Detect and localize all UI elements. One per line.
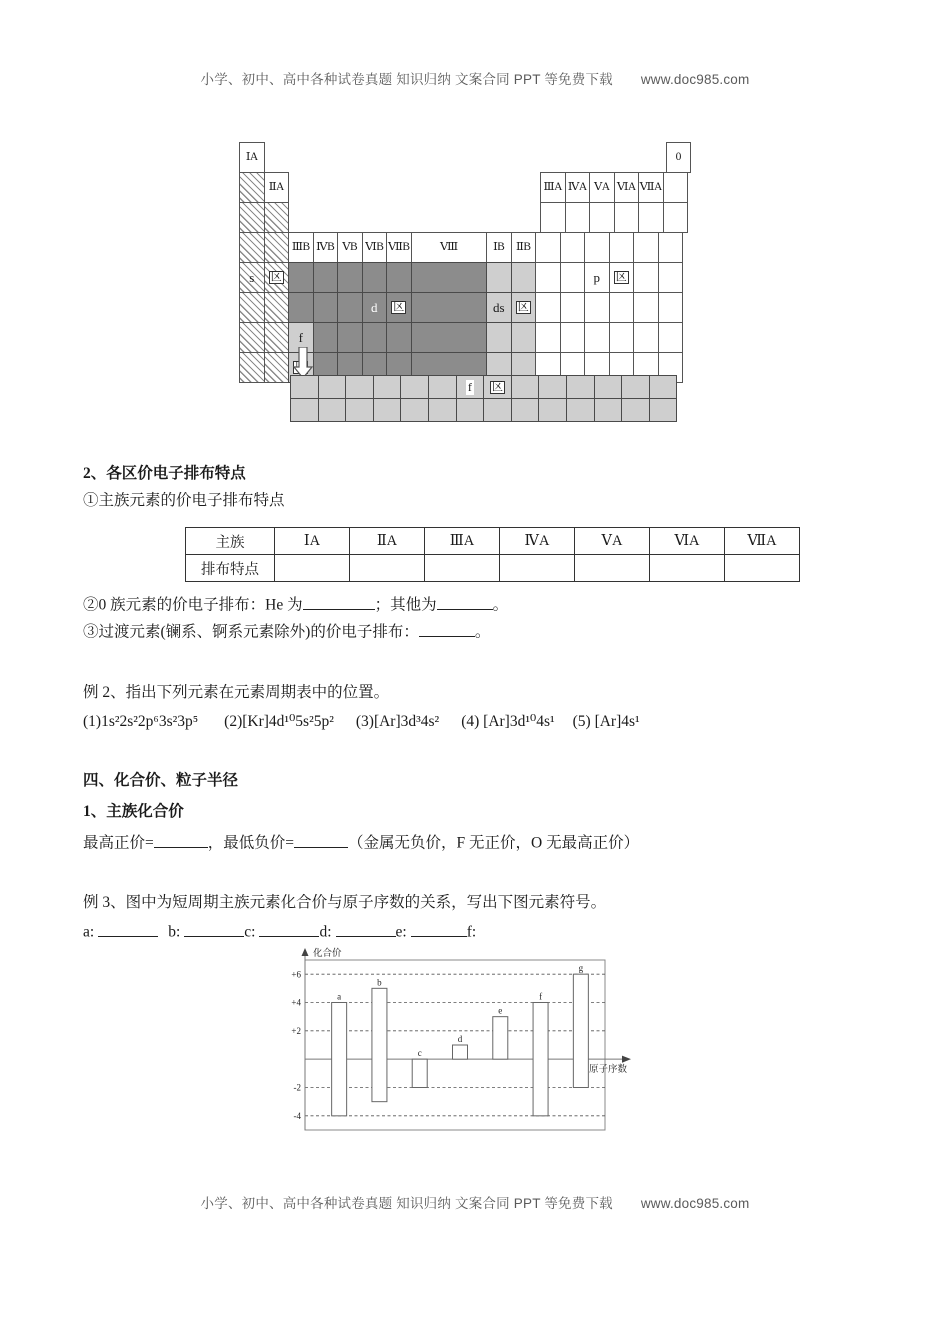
f-block-cell	[649, 398, 678, 422]
section2-item1: ①主族元素的价电子排布特点	[83, 492, 285, 509]
s-block-cell	[264, 202, 290, 233]
chart-y-tick--4: -4	[293, 1111, 301, 1122]
p-block-cell	[609, 292, 635, 323]
p-block-cell	[589, 202, 615, 233]
chart-bar-label-f: f	[539, 991, 543, 1002]
group-label-VIB: ⅥB	[362, 232, 388, 263]
f-block-cell	[649, 375, 678, 399]
ptable-gap	[389, 142, 491, 173]
section2-item2	[83, 593, 508, 618]
section2-heading: 2、各区价电子排布特点	[83, 465, 246, 482]
p-block-cell	[584, 232, 610, 263]
mg-col-VIA: ⅥA	[650, 528, 725, 555]
p-block-cell	[535, 292, 561, 323]
group-label-IIB: ⅡB	[511, 232, 537, 263]
f-block-cell	[566, 398, 595, 422]
example3-blanks	[83, 920, 476, 945]
group-label-IVB: ⅣB	[313, 232, 339, 263]
f-block-cell	[290, 375, 319, 399]
section2-item3	[83, 620, 490, 645]
group-label-IIIB: ⅢB	[288, 232, 314, 263]
group-label-IIA: ⅡA	[264, 172, 290, 203]
f-block-cell	[318, 375, 347, 399]
d-block-cell	[288, 292, 314, 323]
f-block-cell	[511, 398, 540, 422]
f-block-label: f	[288, 322, 314, 353]
ptable-gap	[288, 202, 390, 233]
section4-valence-line	[83, 831, 639, 856]
header-watermark-url: www.doc985.com	[640, 72, 750, 87]
f-block-cell	[345, 375, 374, 399]
chart-bar-d	[453, 1045, 468, 1059]
f-block-cell	[345, 398, 374, 422]
f-block-cell	[483, 398, 512, 422]
d-block-cell	[313, 292, 339, 323]
example3-label-f: f:	[466, 923, 477, 941]
p-block-cell	[638, 202, 664, 233]
group-label-VA: ⅤA	[589, 172, 615, 203]
group-label-IA: ⅠA	[239, 142, 265, 173]
f-block-detached-zone-label: 区	[483, 375, 512, 399]
chart-y-tick-+2: +2	[291, 1026, 301, 1037]
chart-bar-label-e: e	[498, 1005, 503, 1016]
chart-x-axis-label: 原子序数	[589, 1065, 628, 1076]
s-block-label: s	[239, 262, 265, 293]
mg-row-label-1: 主族	[186, 528, 275, 555]
example2-prompt: 例 2、指出下列元素在元素周期表中的位置。	[83, 684, 390, 701]
d-block-zone-label: 区	[386, 292, 412, 323]
f-block-cell	[566, 375, 595, 399]
d-block-cell	[337, 292, 363, 323]
s-block-cell	[239, 322, 265, 353]
ptable-gap	[490, 142, 541, 173]
p-block-cell	[540, 202, 566, 233]
answer-blank-d[interactable]	[336, 920, 396, 937]
group-label-VB: ⅤB	[337, 232, 363, 263]
section2-item2-mid: ；其他为	[374, 596, 437, 614]
chart-y-tick-+6: +6	[291, 969, 301, 980]
mg-answer-cell[interactable]	[350, 555, 425, 582]
p-block-cell	[560, 232, 586, 263]
p-block-label: p	[584, 262, 610, 293]
p-block-cell	[535, 232, 561, 263]
f-block-cell	[538, 398, 567, 422]
p-block-cell	[614, 202, 640, 233]
s-block-cell	[264, 232, 290, 263]
main-group-table	[185, 527, 800, 582]
p-block-cell	[560, 322, 586, 353]
mg-col-VA: ⅤA	[575, 528, 650, 555]
answer-blank-b[interactable]	[184, 920, 244, 937]
section2-item3-prefix: ③过渡元素(镧系、锕系元素除外)的价电子排布：	[83, 623, 419, 641]
section4-line-suffix: （金属无负价，F 无正价，O 无最高正价）	[348, 834, 640, 852]
f-block-row-lanthanides	[291, 376, 677, 399]
chart-y-axis-label: 化合价	[313, 949, 342, 959]
footer-watermark-text: 小学、初中、高中各种试卷真题 知识归纳 文案合同 PPT 等免费下载	[200, 1196, 613, 1211]
s-block-cell	[239, 352, 265, 383]
f-block-cell	[511, 375, 540, 399]
example3-label-e: e:	[395, 923, 407, 941]
mg-answer-cell[interactable]	[425, 555, 500, 582]
group-label-VIII: Ⅷ	[411, 232, 488, 263]
d-block-cell	[362, 262, 388, 293]
ds-block-cell	[486, 262, 512, 293]
example2-items	[83, 710, 640, 735]
s-block-zone-label: 区	[264, 262, 290, 293]
ptable-row-5	[240, 263, 691, 293]
p-block-cell	[609, 232, 635, 263]
ptable-row-2	[240, 173, 691, 203]
f-block-cell	[373, 375, 402, 399]
ptable-gap	[616, 142, 667, 173]
d-block-cell	[337, 322, 363, 353]
p-block-cell	[658, 322, 684, 353]
mg-answer-cell[interactable]	[500, 555, 575, 582]
p-block-zone-label: 区	[609, 262, 635, 293]
p-block-cell	[584, 322, 610, 353]
mg-answer-cell[interactable]	[575, 555, 650, 582]
ds-block-zone-label: 区	[511, 292, 537, 323]
valence-chart-svg	[283, 944, 633, 1144]
s-block-cell	[264, 322, 290, 353]
d-block-cell	[411, 322, 488, 353]
section4-line-mid: ，最低负价=	[207, 834, 294, 852]
ptable-gap	[288, 142, 390, 173]
f-block-cell	[428, 375, 457, 399]
footer-watermark	[0, 1192, 950, 1212]
mg-col-IIA: ⅡA	[350, 528, 425, 555]
f-block-cell	[538, 375, 567, 399]
f-block-cell	[318, 398, 347, 422]
p-block-cell	[535, 262, 561, 293]
answer-blank-c[interactable]	[259, 920, 319, 937]
p-block-cell	[609, 322, 635, 353]
s-block-cell	[239, 232, 265, 263]
mg-answer-cell[interactable]	[275, 555, 350, 582]
p-block-cell	[633, 232, 659, 263]
f-block-cell	[290, 398, 319, 422]
mg-col-IIIA: ⅢA	[425, 528, 500, 555]
mg-answer-cell[interactable]	[650, 555, 725, 582]
section4-line-prefix: 最高正价=	[83, 834, 154, 852]
f-block-cell	[456, 398, 485, 422]
p-block-cell	[565, 202, 591, 233]
example3-label-d: d:	[319, 923, 332, 941]
s-block-cell	[264, 352, 290, 383]
answer-blank-a[interactable]	[98, 920, 158, 937]
example3-label-a: a:	[83, 923, 95, 941]
section2-item3-suffix: 。	[474, 623, 491, 641]
f-block-cell	[594, 398, 623, 422]
d-block-cell	[386, 322, 412, 353]
p-block-cell	[535, 322, 561, 353]
chart-bar-c	[412, 1059, 427, 1087]
group-label-0: 0	[666, 142, 692, 173]
chart-bar-label-d: d	[457, 1034, 463, 1044]
example3-label-c: c:	[244, 923, 256, 941]
group-label-IB: ⅠB	[486, 232, 512, 263]
p-block-cell	[658, 232, 684, 263]
chart-y-tick--2: -2	[293, 1082, 301, 1093]
d-block-cell	[362, 322, 388, 353]
example2-item-4: (4) [Ar]3d¹⁰4s¹	[461, 713, 555, 730]
chart-bars	[332, 974, 589, 1116]
mg-row-label-2: 排布特点	[186, 555, 275, 582]
d-block-label: d	[362, 292, 388, 323]
d-block-cell	[288, 262, 314, 293]
p-block-cell	[560, 292, 586, 323]
d-block-cell	[411, 262, 488, 293]
d-block-cell	[386, 262, 412, 293]
s-block-cell	[239, 172, 265, 203]
f-block-cell	[621, 375, 650, 399]
mg-col-IVA: ⅣA	[500, 528, 575, 555]
ds-block-label: ds	[486, 292, 512, 323]
p-block-cell	[663, 202, 689, 233]
footer-watermark-url: www.doc985.com	[640, 1196, 750, 1211]
answer-blank[interactable]	[419, 620, 475, 637]
ptable-gap	[490, 202, 541, 233]
p-block-cell	[633, 292, 659, 323]
chart-bar-a	[332, 1003, 347, 1116]
f-block-cell	[400, 375, 429, 399]
ptable-gap	[264, 142, 290, 173]
group-label-VIIB: ⅦB	[386, 232, 412, 263]
chart-bar-label-c: c	[417, 1048, 422, 1059]
example3-prompt: 例 3、图中为短周期主族元素化合价与原子序数的关系，写出下图元素符号。	[83, 894, 607, 911]
s-block-cell	[239, 202, 265, 233]
ds-block-cell	[511, 322, 537, 353]
p-block-cell	[658, 262, 684, 293]
answer-blank[interactable]	[437, 593, 493, 610]
f-block-cell	[373, 398, 402, 422]
table-row-header	[186, 528, 800, 555]
chart-x-axis-arrow-icon	[622, 1056, 631, 1063]
f-block-detached	[291, 376, 677, 422]
example2-item-2: (2)[Kr]4d¹⁰5s²5p²	[224, 713, 334, 730]
ds-block-cell	[511, 262, 537, 293]
chart-y-tick-labels	[291, 969, 301, 1121]
s-block-cell	[264, 292, 290, 323]
f-block-row-actinides	[291, 399, 677, 422]
header-watermark	[0, 68, 950, 88]
ptable-row-4	[240, 233, 691, 263]
d-block-cell	[313, 322, 339, 353]
ptable-gap	[540, 142, 617, 173]
mg-answer-cell[interactable]	[725, 555, 800, 582]
group-label-VIA: ⅥA	[614, 172, 640, 203]
chart-bar-g	[573, 974, 588, 1087]
f-block-cell	[621, 398, 650, 422]
ptable-row-3	[240, 203, 691, 233]
chart-bar-f	[533, 1003, 548, 1116]
answer-blank-e[interactable]	[411, 920, 467, 937]
f-block-cell	[428, 398, 457, 422]
p-block-cell	[560, 262, 586, 293]
chart-bar-b	[372, 988, 387, 1101]
table-row	[186, 555, 800, 582]
example2-item-1: (1)1s²2s²2p⁶3s²3p⁵	[83, 713, 199, 730]
section4-heading: 四、化合价、粒子半径	[83, 772, 239, 789]
ds-block-cell	[486, 322, 512, 353]
p-block-cell	[658, 292, 684, 323]
ptable-row-6	[240, 293, 691, 323]
f-block-detached-label: f	[456, 375, 485, 399]
f-block-cell	[400, 398, 429, 422]
group-label-VIIA: ⅦA	[638, 172, 664, 203]
example3-label-b: b:	[168, 923, 181, 941]
ptable-gap	[490, 172, 541, 203]
group-label-IIIA: ⅢA	[540, 172, 566, 203]
chart-bar-e	[493, 1017, 508, 1059]
section4-subheading: 1、主族化合价	[83, 803, 184, 820]
group-label-IVA: ⅣA	[565, 172, 591, 203]
ptable-gap	[389, 202, 491, 233]
chart-bar-label-a: a	[337, 991, 342, 1002]
answer-blank[interactable]	[303, 593, 375, 610]
d-block-cell	[337, 262, 363, 293]
mg-col-IA: ⅠA	[275, 528, 350, 555]
s-block-cell	[239, 292, 265, 323]
p-block-cell	[663, 172, 689, 203]
p-block-cell	[584, 292, 610, 323]
chart-bar-label-b: b	[377, 977, 382, 988]
example2-item-3: (3)[Ar]3d³4s²	[355, 713, 440, 730]
section2-item2-suffix: 。	[492, 596, 509, 614]
ptable-gap	[389, 172, 491, 203]
header-watermark-text: 小学、初中、高中各种试卷真题 知识归纳 文案合同 PPT 等免费下载	[200, 72, 613, 87]
valence-chart	[283, 944, 633, 1144]
section2-item2-prefix: ②0 族元素的价电子排布：He 为	[83, 596, 303, 614]
chart-y-axis-arrow-icon	[302, 948, 309, 956]
answer-blank[interactable]	[294, 831, 348, 848]
d-block-cell	[313, 262, 339, 293]
chart-bar-label-g: g	[578, 963, 584, 974]
chart-y-tick-+4: +4	[291, 997, 301, 1008]
p-block-cell	[633, 322, 659, 353]
mg-col-VIIA: ⅦA	[725, 528, 800, 555]
f-block-cell	[594, 375, 623, 399]
answer-blank[interactable]	[154, 831, 208, 848]
ptable-row-1	[240, 143, 691, 173]
p-block-cell	[633, 262, 659, 293]
d-block-cell	[411, 292, 488, 323]
example2-item-5: (5) [Ar]4s¹	[572, 713, 640, 730]
ptable-gap	[288, 172, 390, 203]
